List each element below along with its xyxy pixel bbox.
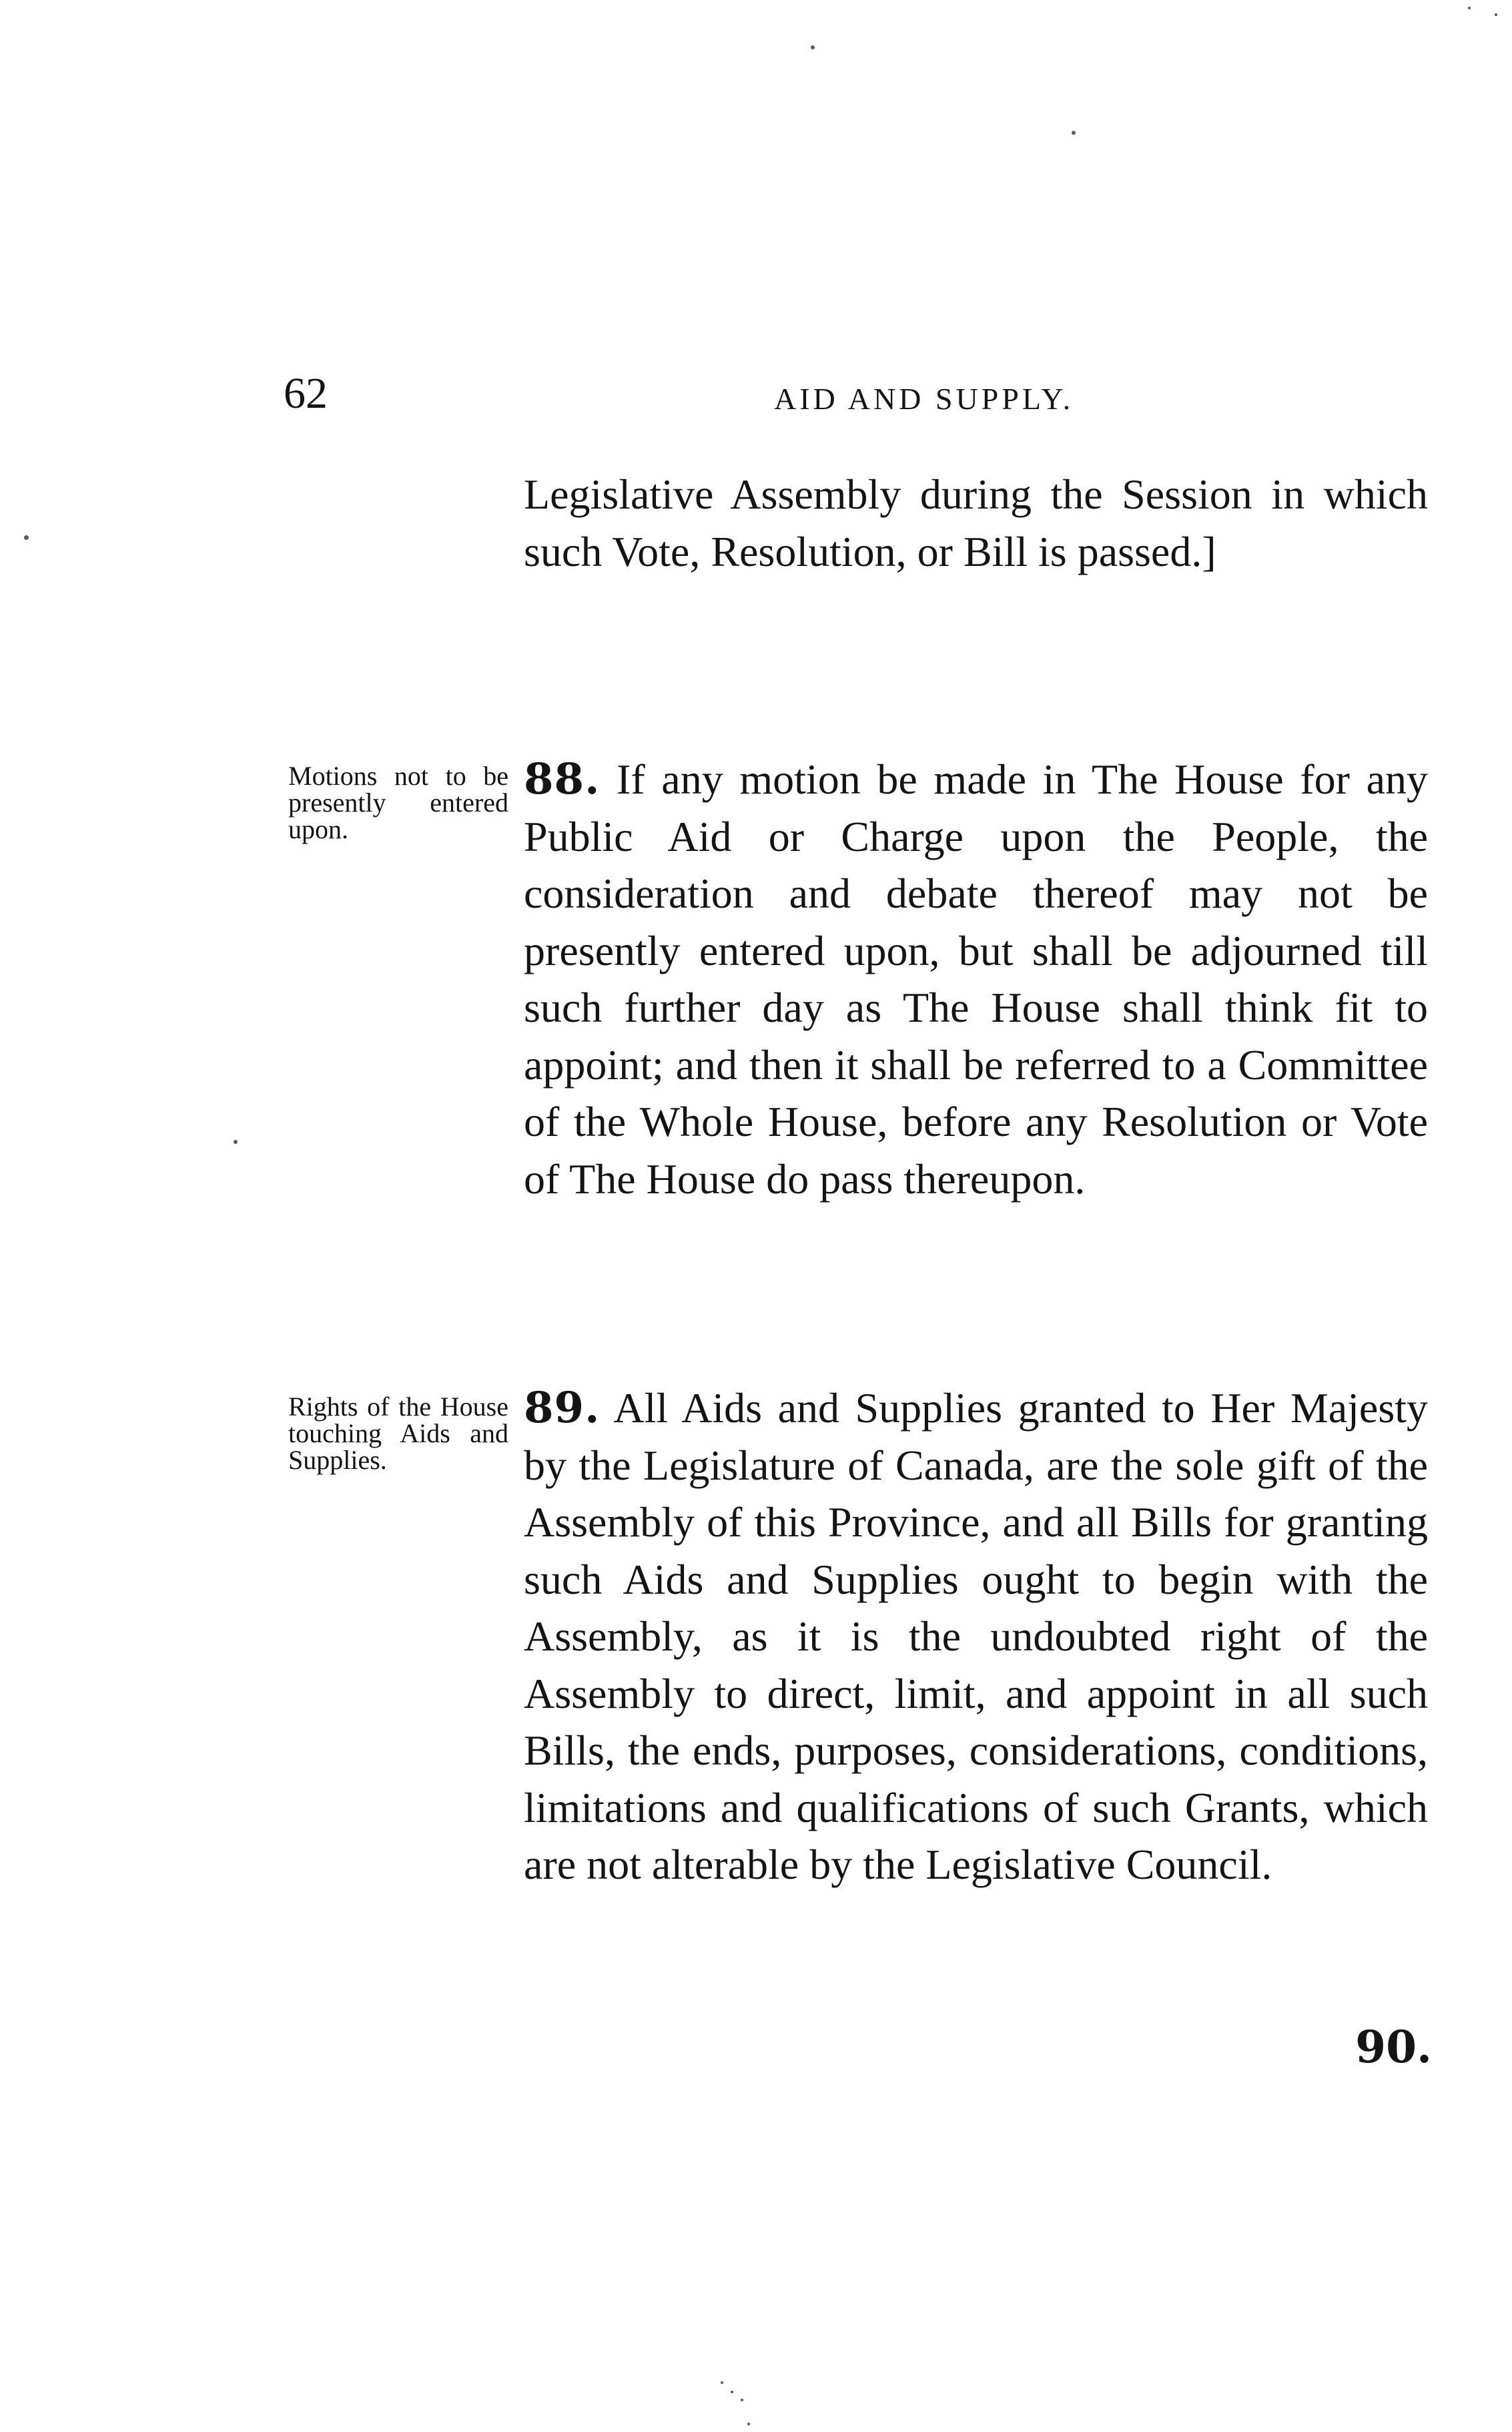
section-number: 89. [524,1383,601,1433]
scan-speck [721,2381,723,2384]
section-88 [524,751,1428,1207]
section-88-text: If any motion be made in The House for any Public Aid or Charge upon the People, the consideration and debate thereof may not be presently entered upon, but shall be adjourned till such further day as The House shall think fit to appoint; and then it shall be referred to a Committee of the Whole House, before any Resolution or Vote of The House do pass thereupon. [524,755,1429,1203]
scan-speck [747,2423,750,2425]
section-88-paragraph [524,751,1428,1207]
scan-speck [731,2391,733,2393]
scan-speck [1072,131,1076,135]
running-title: AID AND SUPPLY. [774,382,1074,416]
continued-paragraph [524,466,1428,580]
scan-speck [811,45,815,49]
catchword: 90. [1355,2021,1432,2073]
section-89-paragraph [524,1380,1428,1893]
section-number: 88. [524,754,601,804]
scan-speck [1468,7,1471,9]
sidenote-section-88: Motions not to be presently entered upon. [288,761,508,844]
continued-paragraph-text: Legislative Assembly during the Session in which such Vote, Resolution, or Bill is passed.] [524,471,1428,575]
scan-speck [1495,13,1497,16]
section-89 [524,1380,1428,1893]
scan-speck [741,2399,743,2401]
scan-speck [24,535,29,540]
scan-speck [234,1140,238,1144]
section-89-text: All Aids and Supplies granted to Her Majesty by the Legislature of Canada, are the sole gift of the Assembly of this Province, and all Bills for granting such Aids and Supplies ought to begin with the Assembly, as it is the undoubted right of the Assembly to direct, limit, and appoint in all such Bills, the ends, purposes, considerations, conditions, limitations and qualifications of such Grants, which are not alterable by the Legislative Council. [524,1384,1429,1888]
page-number: 62 [284,369,328,418]
running-head [284,364,1431,424]
sidenote-section-89: Rights of the House touching Aids and Supplies. [288,1392,508,1475]
